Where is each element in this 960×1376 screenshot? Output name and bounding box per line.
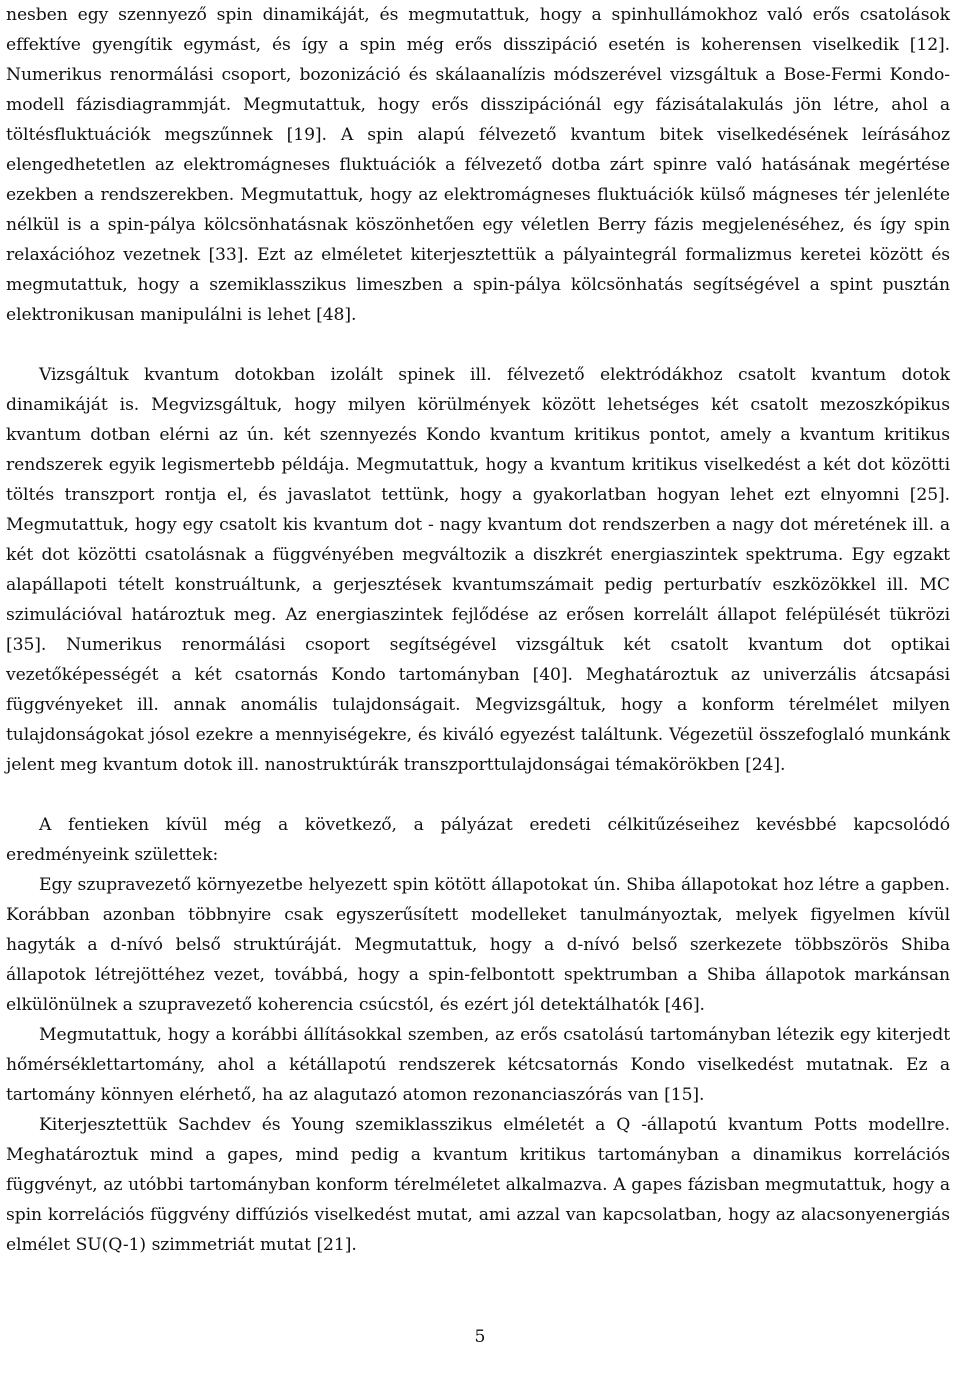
paragraph-additional-results-intro: A fentieken kívül még a következő, a pályázat eredeti célkitűzéseihez kevésbbé kapcsolódó eredményeink születtek: <box>6 815 950 865</box>
paragraph-spin-dynamics: nesben egy szennyező spin dinamikáját, és megmutattuk, hogy a spinhullámokhoz való erős csatolások effektíve gyengítik egymást, és így a spin még erős disszipáció esetén is koherensen viselkedik [12]. Numerikus renormálási csoport, bozonizáció és skálaanalízis módszerével vizsgáltuk a Bose-Fermi Kondo-modell fázisdiagrammját. Megmutattuk, hogy erős disszipációnál egy fázisátalakulás jön létre, ahol a töltésfluktuációk megszűnnek [19]. A spin alapú félvezető kvantum bitek viselkedésének leírásához elengedhetetlen az elektromágneses fluktuációk a félvezető dotba zárt spinre való hatásának megértése ezekben a rendszerekben. Megmutattuk, hogy az elektromágneses fluktuációk külső mágneses tér jelenléte nélkül is a spin-pálya kölcsönhatásnak köszönhetően egy véletlen Berry fázis megjelenéséhez, és így spin relaxációhoz vezetnek [33]. Ezt az elméletet kiterjesztettük a pályaintegrál formalizmus keretei között és megmutattuk, hogy a szemiklasszikus limeszben a spin-pálya kölcsönhatás segítségével a spint pusztán elektronikusan manipulálni is lehet [48]. <box>6 5 950 325</box>
paragraph-two-channel-kondo: Megmutattuk, hogy a korábbi állításokkal szemben, az erős csatolású tartományban létezik egy kiterjedt hőmérséklettartomány, ahol a kétállapotú rendszerek kétcsatornás Kondo viselkedést mutatnak. Ez a tartomány könnyen elérhető, ha az alagutazó atomon rezonanciaszórás van [15]. <box>6 1025 950 1105</box>
paragraph-gap <box>6 330 950 360</box>
paragraph-gap <box>6 780 950 810</box>
paragraph-quantum-dots: Vizsgáltuk kvantum dotokban izolált spinek ill. félvezető elektródákhoz csatolt kvantum dotok dinamikáját is. Megvizsgáltuk, hogy milyen körülmények között lehetséges két csatolt mezoszkópikus kvantum dotban elérni az ún. két szennyezés Kondo kvantum kritikus pontot, amely a kvantum kritikus rendszerek egyik legismertebb példája. Megmutattuk, hogy a kvantum kritikus viselkedést a két dot közötti töltés transzport rontja el, és javaslatot tettünk, hogy a gyakorlatban hogyan lehet ezt elnyomni [25]. Megmutattuk, hogy egy csatolt kis kvantum dot - nagy kvantum dot rendszerben a nagy dot méretének ill. a két dot közötti csatolásnak a függvényében megváltozik a diszkrét energiaszintek spektruma. Egy egzakt alapállapoti tételt konstruáltunk, a gerjesztések kvantumszámait pedig perturbatív eszközökkel ill. MC szimulációval határoztuk meg. Az energiaszintek fejlődése az erősen korrelált állapot felépülését tükrözi [35]. Numerikus renormálási csoport segítségével vizsgáltuk két csatolt kvantum dot optikai vezetőképességét a két csatornás Kondo tartományban [40]. Meghatároztuk az univerzális átcsapási függvényeket ill. annak anomális tulajdonságait. Megvizsgáltuk, hogy a konform térelmélet milyen tulajdonságokat jósol ezekre a mennyiségekre, és kiváló egyezést találtunk. Végezetül összefoglaló munkánk jelent meg kvantum dotok ill. nanostruktúrák transzporttulajdonságai témakörökben [24]. <box>6 365 950 775</box>
document-page <box>6 0 950 1260</box>
paragraph-potts-model: Kiterjesztettük Sachdev és Young szemiklasszikus elméletét a Q -állapotú kvantum Potts modellre. Meghatároztuk mind a gapes, mind pedig a kvantum kritikus tartományban a dinamikus korrelációs függvényt, az utóbbi tartományban konform térelméletet alkalmazva. A gapes fázisban megmutattuk, hogy a spin korrelációs függvény diffúziós viselkedést mutat, ami azzal van kapcsolatban, hogy az alacsonyenergiás elmélet SU(Q-1) szimmetriát mutat [21]. <box>6 1115 950 1255</box>
page-number: 5 <box>474 1327 486 1347</box>
paragraph-shiba-states: Egy szupravezető környezetbe helyezett spin kötött állapotokat ún. Shiba állapotokat hoz létre a gapben. Korábban azonban többnyire csak egyszerűsített modelleket tanulmányoztak, melyek figyelmen kívül hagyták a d-nívó belső struktúráját. Megmutattuk, hogy a d-nívó belső szerkezete többszörös Shiba állapotok létrejöttéhez vezet, továbbá, hogy a spin-felbontott spektrumban a Shiba állapotok markánsan elkülönülnek a szupravezető koherencia csúcstól, és ezért jól detektálhatók [46]. <box>6 875 950 1015</box>
